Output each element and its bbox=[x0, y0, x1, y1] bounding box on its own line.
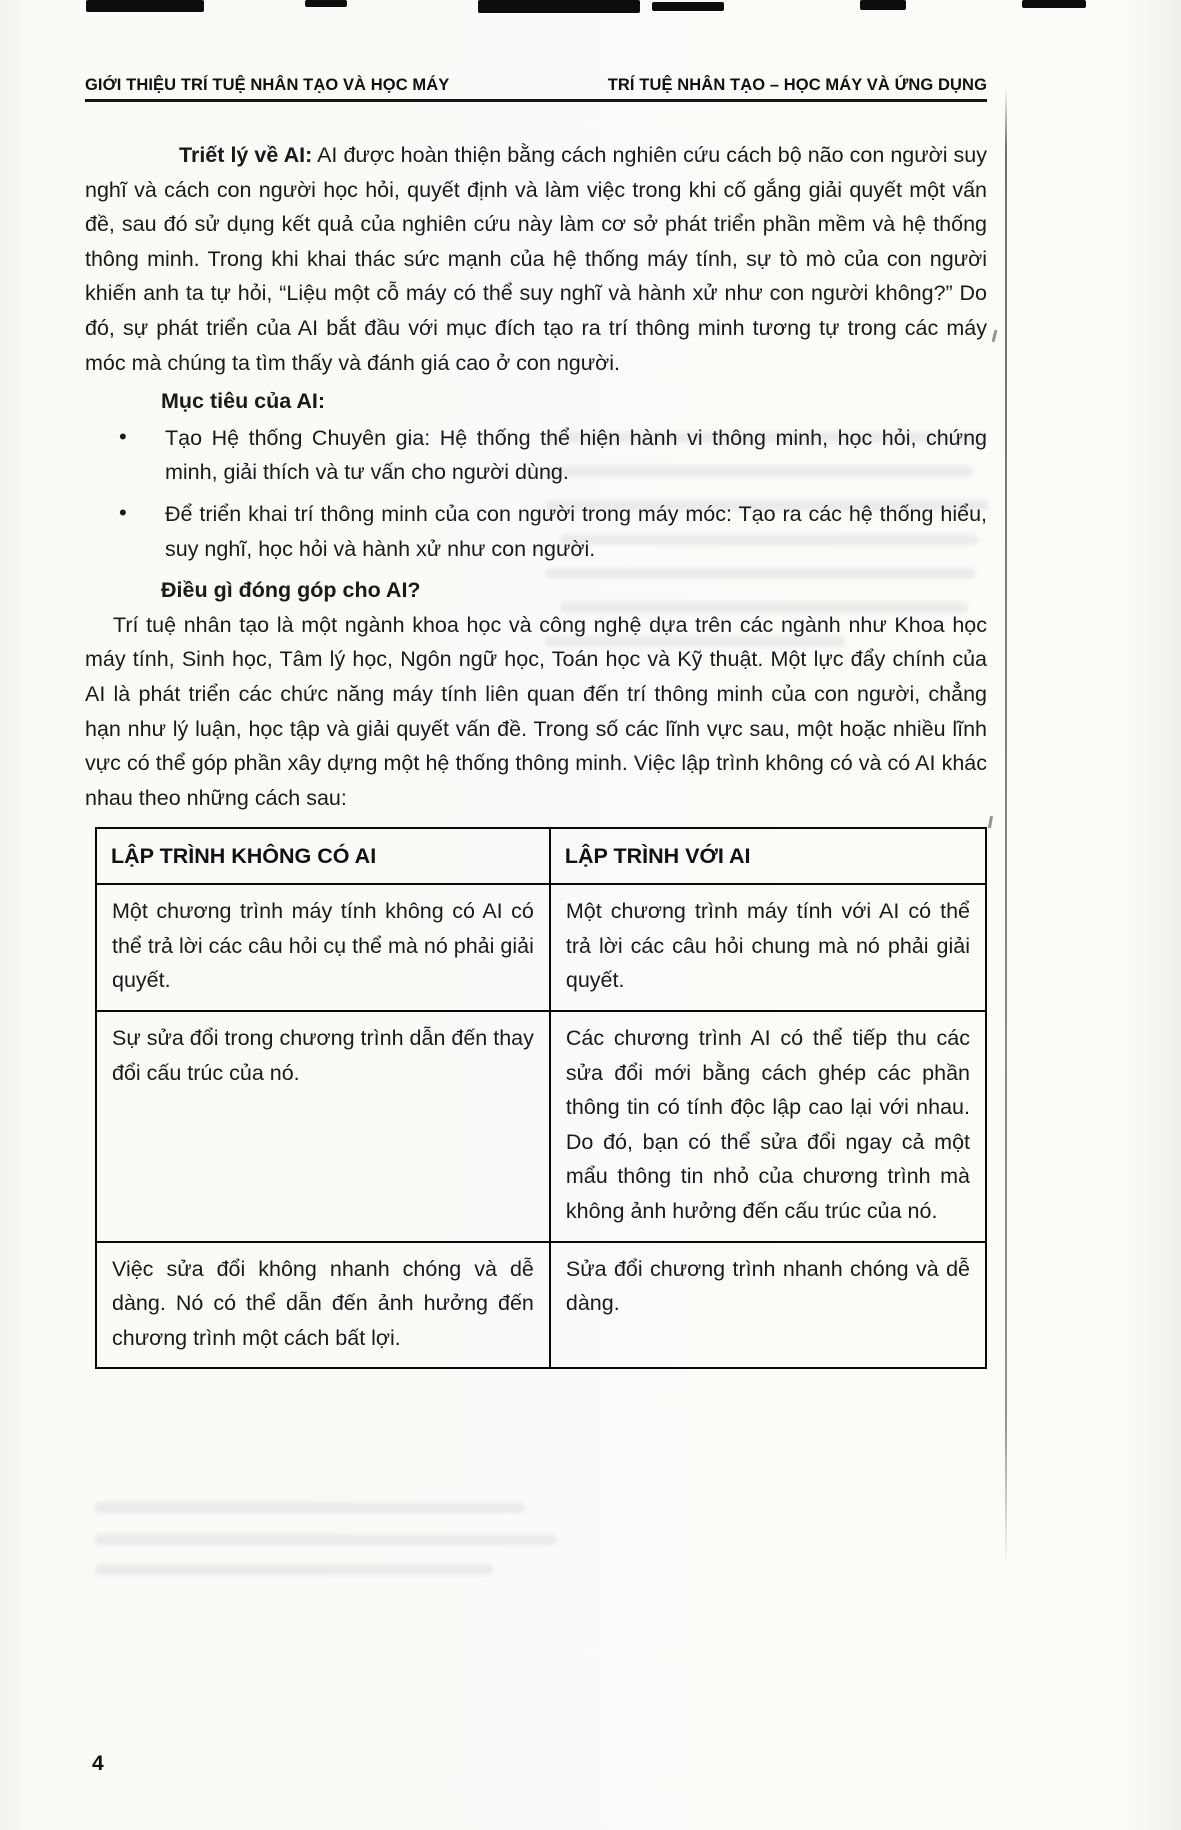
bleedthrough-artifact bbox=[95, 1502, 525, 1513]
table-cell: Việc sửa đổi không nhanh chóng và dễ dàng. Nó có thể dẫn đến ảnh hưởng đến chương trình một cách bất lợi. bbox=[96, 1242, 550, 1369]
table-row bbox=[96, 1242, 986, 1369]
table-cell: Các chương trình AI có thể tiếp thu các sửa đổi mới bằng cách ghép các phần thông tin có tính độc lập cao lại với nhau. Do đó, bạn có thể sửa đổi ngay cả một mẩu thông tin nhỏ của chương trình mà không ảnh hưởng đến cấu trúc của nó. bbox=[550, 1011, 986, 1242]
scan-artifact bbox=[652, 2, 724, 11]
page-body bbox=[85, 138, 987, 1369]
table-cell: Một chương trình máy tính với AI có thể trả lời các câu hỏi chung mà nó phải giải quyết. bbox=[550, 884, 986, 1011]
ai-goals-list bbox=[85, 421, 987, 566]
scan-artifact bbox=[305, 0, 347, 7]
comparison-table bbox=[95, 827, 987, 1369]
page-edge-shadow bbox=[1005, 88, 1007, 1568]
scan-artifact bbox=[992, 330, 998, 342]
scan-artifact bbox=[86, 0, 204, 12]
bleedthrough-artifact bbox=[95, 1534, 557, 1545]
table-cell: Một chương trình máy tính không có AI có thể trả lời các câu hỏi cụ thể mà nó phải giải quyết. bbox=[96, 884, 550, 1011]
table-header-row bbox=[96, 828, 986, 884]
heading-ai-contribution: Điều gì đóng góp cho AI? bbox=[161, 578, 421, 603]
scan-artifact bbox=[1022, 0, 1086, 8]
list-item-text: Để triển khai trí thông minh của con người trong máy móc: Tạo ra các hệ thống hiểu, suy nghĩ, học hỏi và hành xử như con người. bbox=[165, 501, 987, 561]
table-row bbox=[96, 1011, 986, 1242]
paragraph-ai-contribution: Trí tuệ nhân tạo là một ngành khoa học và công nghệ dựa trên các ngành như Khoa học máy tính, Sinh học, Tâm lý học, Ngôn ngữ học, Toán học và Kỹ thuật. Một lực đẩy chính của AI là phát triển các chức năng máy tính liên quan đến trí thông minh của con người, chẳng hạn như lý luận, học tập và giải quyết vấn đề. Trong số các lĩnh vực sau, một hoặc nhiều lĩnh vực có thể góp phần xây dựng một hệ thống thông minh. Việc lập trình không có và có AI khác nhau theo những cách sau: bbox=[85, 612, 987, 810]
list-item bbox=[85, 421, 987, 490]
scan-artifact bbox=[478, 0, 640, 13]
bleedthrough-artifact bbox=[95, 1564, 493, 1575]
list-item-text: Tạo Hệ thống Chuyên gia: Hệ thống thể hiện hành vi thông minh, học hỏi, chứng minh, giải thích và tư vấn cho người dùng. bbox=[165, 425, 987, 485]
philosophy-text: AI được hoàn thiện bằng cách nghiên cứu cách bộ não con người suy nghĩ và cách con người học hỏi, quyết định và làm việc trong khi cố gắng giải quyết một vấn đề, sau đó sử dụng kết quả của nghiên cứu này làm cơ sở phát triển phần mềm và hệ thống thông minh. Trong khi khai thác sức mạnh của hệ thống máy tính, sự tò mò của con người khiến anh ta tự hỏi, “Liệu một cỗ máy có thể suy nghĩ và hành xử như con người không?” Do đó, sự phát triển của AI bắt đầu với mục đích tạo ra trí thông minh tương tự trong các máy móc mà chúng ta tìm thấy và đánh giá cao ở con người. bbox=[85, 143, 987, 375]
bullet-icon: • bbox=[119, 423, 127, 449]
bullet-icon: • bbox=[119, 499, 127, 525]
scan-artifact bbox=[988, 816, 993, 828]
header-left-title: GIỚI THIỆU TRÍ TUỆ NHÂN TẠO VÀ HỌC MÁY bbox=[85, 76, 450, 94]
table-header-with-ai: LẬP TRÌNH VỚI AI bbox=[550, 828, 986, 884]
table-cell: Sửa đổi chương trình nhanh chóng và dễ dàng. bbox=[550, 1242, 986, 1369]
page-number: 4 bbox=[92, 1752, 104, 1775]
header-rule bbox=[85, 99, 987, 102]
table-cell: Sự sửa đổi trong chương trình dẫn đến thay đổi cấu trúc của nó. bbox=[96, 1011, 550, 1242]
heading-ai-goals: Mục tiêu của AI: bbox=[161, 389, 326, 414]
table-row bbox=[96, 884, 986, 1011]
page-header bbox=[85, 76, 987, 95]
header-right-title: TRÍ TUỆ NHÂN TẠO – HỌC MÁY VÀ ỨNG DỤNG bbox=[607, 76, 987, 94]
philosophy-label: Triết lý về AI: bbox=[179, 143, 313, 167]
scan-artifact bbox=[860, 0, 906, 10]
paragraph-ai-philosophy bbox=[85, 138, 987, 380]
list-item bbox=[85, 497, 987, 566]
table-header-without-ai: LẬP TRÌNH KHÔNG CÓ AI bbox=[96, 828, 550, 884]
